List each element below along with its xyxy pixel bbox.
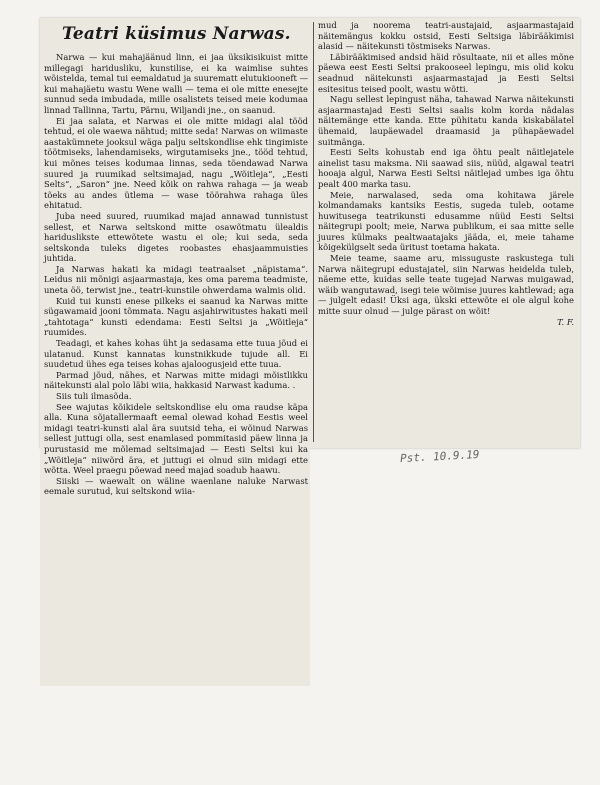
paragraph: Parmad jõud, nähes, et Narwas mitte midagi mõistlikku näitekunsti alal polo läbi wiia, hakkasid Narwast kaduma. . bbox=[44, 369, 308, 391]
paragraph: Ja Narwas hakati ka midagi teatraalset „näpistama“. Leidus nii mõnigi asjaarmastaja, kes oma parema teadmiste, uneta öö, terwist jne., teatri-kunstile ohwerdama walmis olid. bbox=[44, 263, 308, 296]
paragraph: Siiski — waewalt on wäline waenlane naluke Narwast eemale surutud, kui seltskond wiia- bbox=[44, 475, 308, 497]
paragraph: Meie teame, saame aru, missuguste raskustega tuli Narwa näitegrupi edustajatel, siin Narwas heidelda tuleb, näeme ette, kuidas selle teate tugejad Narwas muigawad, wäib wangutawad, isegi teie wõimise juures kahtlewad; aga — julgelt edasi! Üksi aga, ükski ettewõte ei ole algul kohe mitte suur olnud — julge pärast on wõit! bbox=[318, 253, 574, 317]
paragraph: Läbirääkimised andsid häid rõsultaate, nii et alles mõne päewa eest Eesti Seltsi prakooseel lepingu, mis olid koku seadnud näitekunsti asjaarmastajad ja Eesti Seltsi esitesitus teised poolt, wastu wõtti. bbox=[318, 51, 574, 94]
paragraph: Ei jaa salata, et Narwas ei ole mitte midagi alal tööd tehtud, ei ole waewa nähtud; mitte seda! Narwas on wiimaste aastakümnete jooksul wäga palju seltskondlise ehk tingimiste töötmiseks, lahendamiseks, wirgutamiseks jne., tööd tehtud, kui mõnes teises kodumaa linnas, seda tõendawad Narwa suured ja ruumikad seltsimajad, nagu „Wõitleja“, „Eesti Selts“, „Saron“ jne. Need kõik on rahwa rahaga — ja weab tõeks au andes ütlema — wase töörahwa rahaga üles ehitatud. bbox=[44, 115, 308, 211]
article-title: Teatri küsimus Narwas. bbox=[62, 24, 291, 44]
paragraph: Eesti Selts kohustab end iga õhtu pealt näitlejatele ainelist tasu maksma. Nii saawad siis, nüüd, algawal teatri hooaja algul, Narwa Eesti Seltsi näitlejad umbes iga õhtu pealt 400 marka tasu. bbox=[318, 147, 574, 189]
handwritten-date: Pst. 10.9.19 bbox=[399, 447, 480, 466]
article-column-1 bbox=[44, 52, 308, 497]
paragraph: Nagu sellest lepingust näha, tahawad Narwa näitekunsti asjaarmastajad Eesti Seltsi saalis kolm korda nädalas näitemänge ette kanda. Ette pühitatu kanda kiskabälatel ühemaid, laupäewadel draamasid ja pühapäewadel suitmänga. bbox=[318, 94, 574, 147]
paragraph: See wajutas kõikidele seltskondlise elu oma raudse käpa alla. Kuna sõjatallermaaft eemal olewad kohad Eestis weel midagi teatri-kunsti alal ära suutsid teha, ei wõinud Narwas sellest juttugi olla, sest enamlased pommitasid päew linna ja purustasid me mõlemad seltsimajad — Eesti Seltsi kui ka „Wõitleja“ niiwõrd ära, et juttugi ei olnud siin midagi ette wõtta. Weel praegu põewad need majad soadub haawu. bbox=[44, 401, 308, 476]
article-column-2 bbox=[318, 20, 574, 327]
column-divider bbox=[313, 22, 314, 442]
paragraph: mud ja noorema teatri-austajaid, asjaarmastajaid näitemängus kokku ostsid, Eesti Seltsiga läbirääkimisi alasid — näitekunsti tõstmiseks Narwas. bbox=[318, 20, 574, 52]
paragraph: Narwa — kui mahajäänud linn, ei jaa üksikisikuist mitte millegagi haridusliku, kunstilise, ei ka waimlise suhtes wõistelda, temal tui eemaldatud ja suurematt elutukiooneft — kui mahajäetu wastu Wene walli — tema ei ole mitte enesejte sunnud seda imbudada, mille osalistets teised meie kodumaa linnad Tallinna, Tartu, Pärnu, Wiljandi jne., on saanud. bbox=[44, 52, 308, 115]
paragraph: Juba need suured, ruumikad majad annawad tunnistust sellest, et Narwa seltskond mitte osawõtmatu ülealdis hariduslikste ettewõtete wastu ei ole; kui seda, seda seltskonda tuleks digetes roobastes ehasjaammuisties juhtida. bbox=[44, 210, 308, 264]
paragraph: Meie, narwalased, seda oma kohitawa järele kolmandamaks kantsiks Eestis, sugeda tuleb, ootame huwitusega teatrikunsti edusamme nüüd Eesti Seltsi näitegrupi poolt; meie, Narwa publikum, ei saa mitte selle juures külmaks pealtwaatajaks jääda, ei, meie tahame kõigekülgselt seda üritust toetama hakata. bbox=[318, 189, 574, 253]
paragraph: Kuid tui kunsti enese pilkeks ei saanud ka Narwas mitte sügawamaid jooni tõmmata. Nagu asjahirwitustes hakati meil „tahtotaga“ kunsti edendama: Eesti Seltsi ja „Wõitleja“ ruumides. bbox=[44, 295, 308, 338]
paragraph: Siis tuli ilmasõda. bbox=[56, 391, 132, 401]
paragraph: Teadagi, et kahes kohas üht ja sedasama ette tuua jõud ei ulatanud. Kunst kannatas kunstnikkude tujude all. Ei suudetud ühes ega teises kohas ajaloogusjeid ette tuua. bbox=[44, 338, 308, 370]
author-signature: T. F. bbox=[557, 316, 574, 327]
